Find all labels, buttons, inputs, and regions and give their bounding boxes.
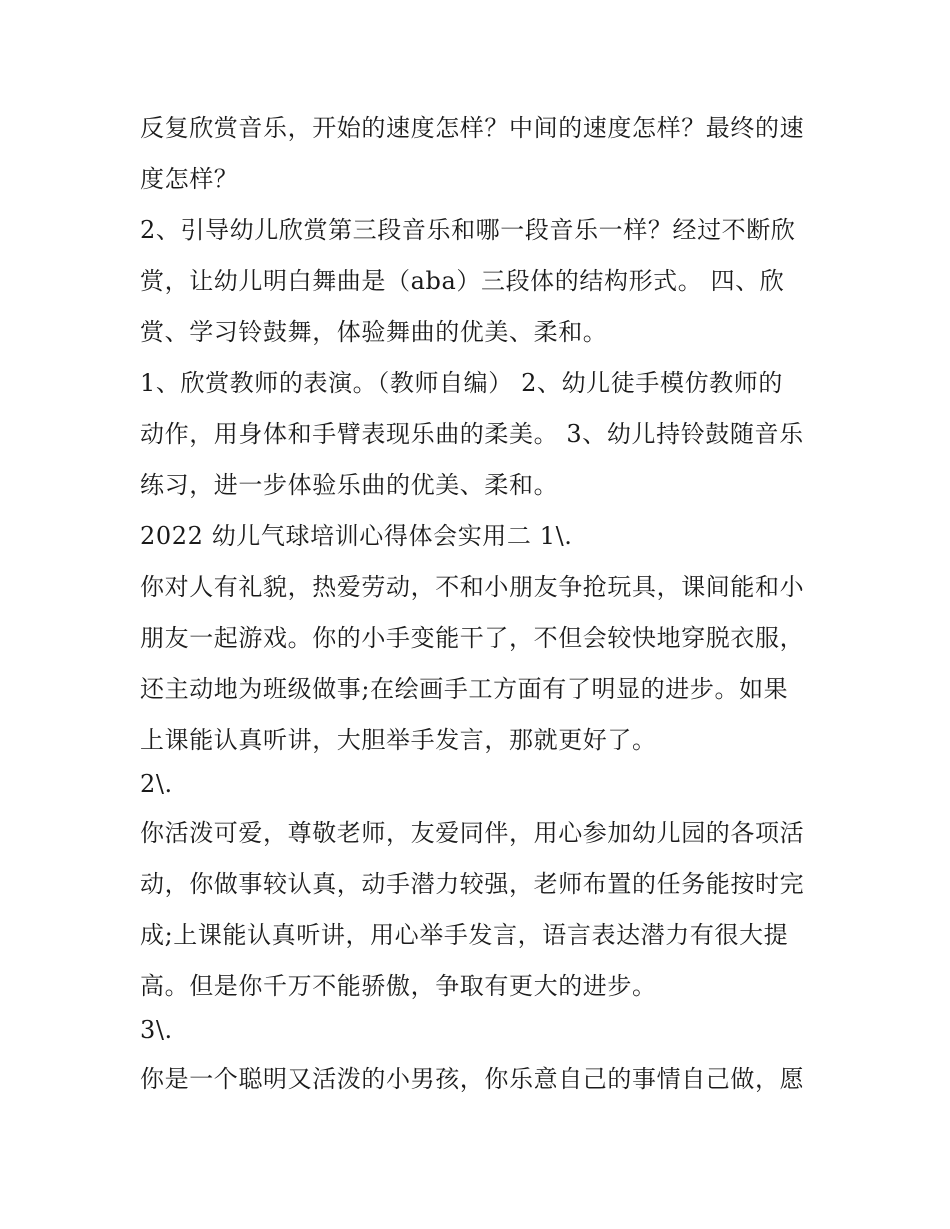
text-line: 你对人有礼貌，热爱劳动，不和小朋友争抢玩具，课间能和小: [140, 573, 805, 601]
text-line: 练习，进一步体验乐曲的优美、柔和。: [140, 471, 559, 499]
text-line: 成;上课能认真听讲，用心举手发言，语言表达潜力有很大提: [140, 921, 789, 949]
item-number: 3\.: [140, 1016, 173, 1044]
text-line: 1、欣赏教师的表演。（教师自编） 2、幼儿徒手模仿教师的: [140, 369, 783, 397]
text-line: 度怎样？: [140, 165, 239, 193]
text-line: 动，你做事较认真，动手潜力较强，老师布置的任务能按时完: [140, 870, 805, 898]
text-line: 赏，让幼儿明白舞曲是（aba）三段体的结构形式。 四、欣: [140, 267, 785, 295]
text-line: 你活泼可爱，尊敬老师，友爱同伴，用心参加幼儿园的各项活: [140, 819, 805, 847]
text-line: 你是一个聪明又活泼的小男孩，你乐意自己的事情自己做，愿: [140, 1065, 805, 1093]
text-line: 动作，用身体和手臂表现乐曲的柔美。 3、幼儿持铃鼓随音乐: [140, 420, 804, 448]
text-line: 上课能认真听讲，大胆举手发言，那就更好了。: [140, 726, 657, 754]
text-line: 赏、学习铃鼓舞，体验舞曲的优美、柔和。: [140, 318, 608, 346]
text-line: 2、引导幼儿欣赏第三段音乐和哪一段音乐一样？经过不断欣: [140, 216, 796, 244]
text-line: 反复欣赏音乐，开始的速度怎样？中间的速度怎样？最终的速: [140, 114, 805, 142]
section-heading: 2022 幼儿气球培训心得体会实用二 1\.: [140, 522, 573, 550]
text-line: 高。但是你千万不能骄傲，争取有更大的进步。: [140, 972, 657, 1000]
item-number: 2\.: [140, 770, 173, 798]
text-line: 朋友一起游戏。你的小手变能干了，不但会较快地穿脱衣服，: [140, 624, 805, 652]
text-line: 还主动地为班级做事;在绘画手工方面有了明显的进步。如果: [140, 675, 789, 703]
